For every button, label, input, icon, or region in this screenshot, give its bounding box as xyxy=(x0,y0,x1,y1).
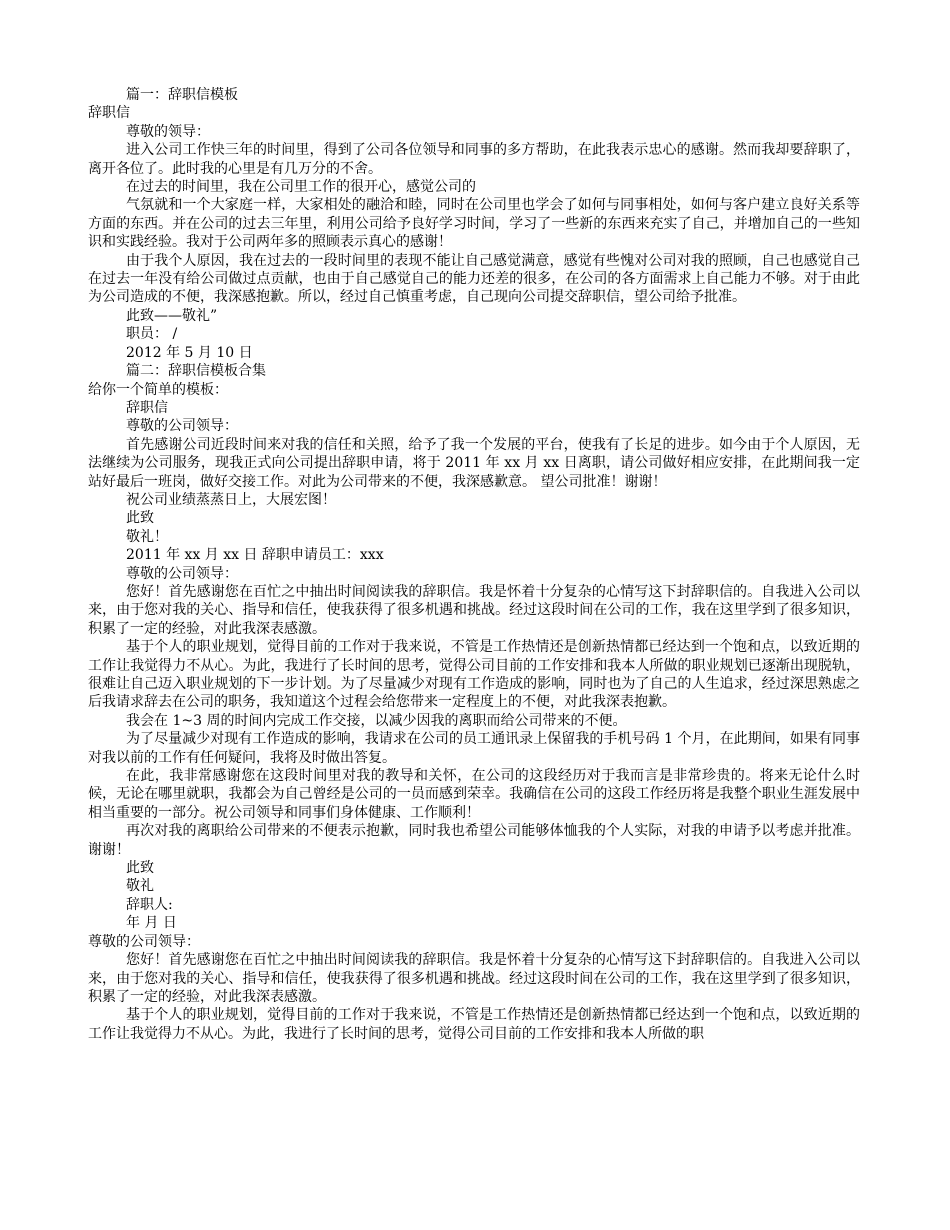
paragraph: 2011 年 xx 月 xx 日 辞职申请员工：xxx xyxy=(126,547,384,564)
paragraph: 此致——敬礼” xyxy=(126,307,218,324)
paragraph: 尊敬的公司领导： xyxy=(126,565,238,582)
paragraph: 年 月 日 xyxy=(126,915,177,932)
paragraph: 此致 xyxy=(126,510,154,527)
paragraph: 基于个人的职业规划，觉得目前的工作对于我来说，不管是工作热情还是创新热情都已经达到一个饱和点，以致近期的工作让我觉得力不从心。为此，我进行了长时间的思考，觉得公司目前的工作安排和我本人所做的职 xyxy=(88,1007,860,1042)
paragraph: 基于个人的职业规划，觉得目前的工作对于我来说，不管是工作热情还是创新热情都已经达到一个饱和点，以致近期的工作让我觉得力不从心。为此，我进行了长时间的思考，觉得公司目前的工作安排和我本人所做的职业规划已逐渐出现脱轨，很难让自己迈入职业规划的下一步计划。为了尽量减少对现有工作造成的影响，同时也为了自己的人生追求，经过深思熟虑之后我请求辞去在公司的职务，我知道这个过程会给您带来一定程度上的不便，对此我深表抱歉。 xyxy=(88,639,860,711)
paragraph: 首先感谢公司近段时间来对我的信任和关照，给予了我一个发展的平台，使我有了长足的进步。如今由于个人原因，无法继续为公司服务，现我正式向公司提出辞职申请，将于 2011 年 xx 月 xx 日离职，请公司做好相应安排，在此期间我一定站好最后一班岗，做好交接工作。对此为公司带来的不便，我深感歉意。 望公司批准！谢谢！ xyxy=(88,436,860,490)
paragraph: 辞职人: xyxy=(126,896,173,913)
paragraph: 2012 年 5 月 10 日 xyxy=(126,344,253,361)
paragraph: 再次对我的离职给公司带来的不便表示抱歉，同时我也希望公司能够体恤我的个人实际，对我的申请予以考虑并批准。谢谢！ xyxy=(88,823,860,858)
paragraph: 尊敬的领导： xyxy=(126,123,210,140)
paragraph: 篇二：辞职信模板合集 xyxy=(126,363,266,380)
paragraph: 给你一个简单的模板： xyxy=(88,381,228,398)
paragraph: 此致 xyxy=(126,860,154,877)
paragraph: 由于我个人原因，我在过去的一段时间里的表现不能让自己感觉满意，感觉有些愧对公司对我的照顾，自己也感觉自己在过去一年没有给公司做过点贡献，也由于自己感觉自己的能力还差的很多，在公司的各方面需求上自己能力不够。对于由此为公司造成的不便，我深感抱歉。所以，经过自己慎重考虑，自己现向公司提交辞职信，望公司给予批准。 xyxy=(88,252,860,306)
paragraph: 敬礼！ xyxy=(126,528,168,545)
paragraph: 敬礼 xyxy=(126,878,154,895)
paragraph: 辞职信 xyxy=(126,399,168,416)
paragraph: 我会在 1~3 周的时间内完成工作交接，以减少因我的离职而给公司带来的不便。 xyxy=(126,712,627,729)
paragraph: 职员： / xyxy=(126,326,178,343)
paragraph: 尊敬的公司领导： xyxy=(88,933,200,950)
paragraph: 在过去的时间里，我在公司里工作的很开心，感觉公司的 xyxy=(126,179,476,196)
paragraph: 祝公司业绩蒸蒸日上，大展宏图！ xyxy=(126,491,336,508)
paragraph: 您好！首先感谢您在百忙之中抽出时间阅读我的辞职信。我是怀着十分复杂的心情写这下封辞职信的。自我进入公司以来，由于您对我的关心、指导和信任，使我获得了很多机遇和挑战。经过这段时间在公司的工作，我在这里学到了很多知识，积累了一定的经验，对此我深表感激。 xyxy=(88,583,860,637)
paragraph: 在此，我非常感谢您在这段时间里对我的教导和关怀，在公司的这段经历对于我而言是非常珍贵的。将来无论什么时候，无论在哪里就职，我都会为自己曾经是公司的一员而感到荣幸。我确信在公司的这段工作经历将是我整个职业生涯发展中相当重要的一部分。祝公司领导和同事们身体健康、工作顺利！ xyxy=(88,768,860,821)
paragraph: 为了尽量减少对现有工作造成的影响，我请求在公司的员工通讯录上保留我的手机号码 1 个月，在此期间，如果有同事对我以前的工作有任何疑问，我将及时做出答复。 xyxy=(88,731,860,766)
document-body xyxy=(88,86,860,1043)
paragraph: 尊敬的公司领导： xyxy=(126,418,238,435)
paragraph: 辞职信 xyxy=(88,105,130,122)
paragraph: 您好！首先感谢您在百忙之中抽出时间阅读我的辞职信。我是怀着十分复杂的心情写这下封辞职信的。自我进入公司以来，由于您对我的关心、指导和信任，使我获得了很多机遇和挑战。经过这段时间在公司的工作，我在这里学到了很多知识，积累了一定的经验，对此我深表感激。 xyxy=(88,952,860,1005)
paragraph: 篇一：辞职信模板 xyxy=(126,87,238,103)
paragraph: 气氛就和一个大家庭一样，大家相处的融洽和睦，同时在公司里也学会了如何与同事相处，如何与客户建立良好关系等方面的东西。并在公司的过去三年里，利用公司给予良好学习时间，学习了一些新的东西来充实了自己，并增加自己的一些知识和实践经验。我对于公司两年多的照顾表示真心的感谢！ xyxy=(88,197,860,251)
paragraph: 进入公司工作快三年的时间里，得到了公司各位领导和同事的多方帮助，在此我表示忠心的感谢。然而我却要辞职了，离开各位了。此时我的心里是有几万分的不舍。 xyxy=(88,142,860,177)
